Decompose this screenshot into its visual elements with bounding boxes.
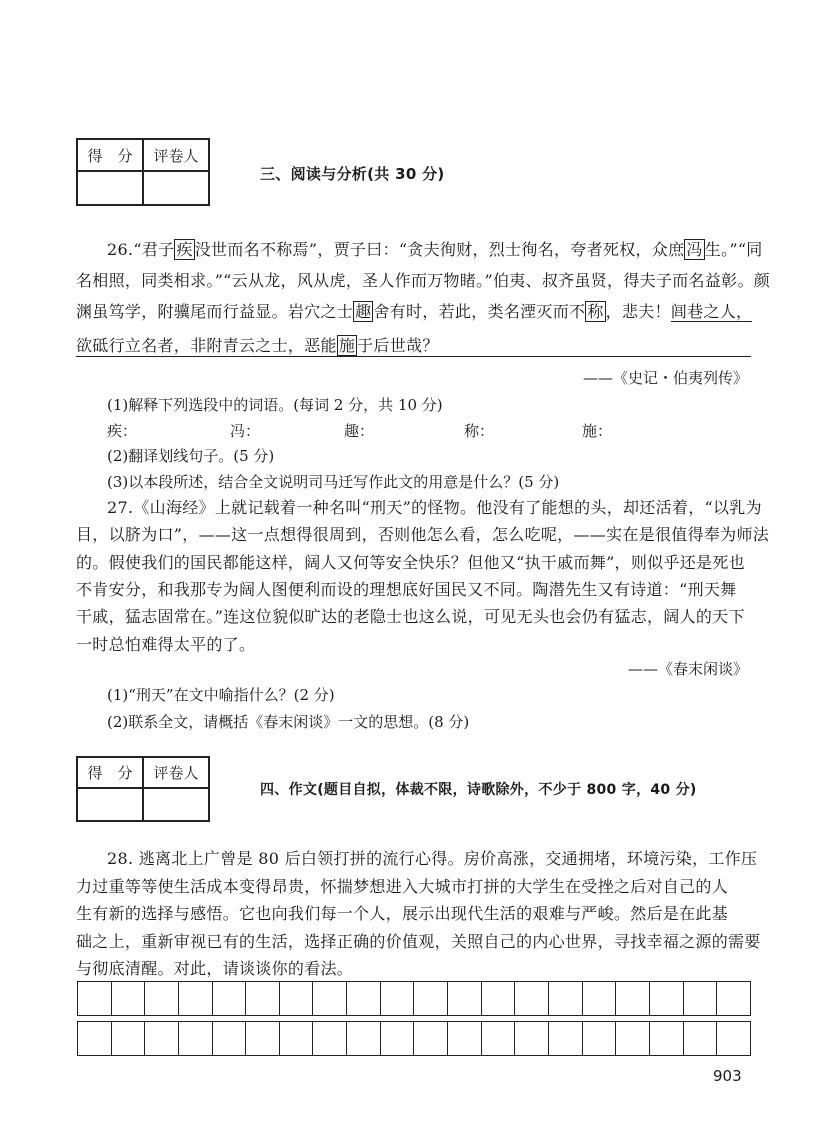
q26-sub2: (2)翻译划线句子。(5 分): [107, 447, 275, 465]
grid-cell[interactable]: [448, 982, 482, 1016]
grid-cell[interactable]: [515, 1022, 549, 1056]
q27-line-4: 不肯安分，和我那专为阔人图便利而设的理想底好国民又不同。陶潜先生又有诗道：“刑天舞: [76, 580, 737, 599]
grid-cell[interactable]: [683, 982, 717, 1016]
score-cell: [77, 788, 143, 821]
grid-cell[interactable]: [111, 1022, 145, 1056]
grid-cell[interactable]: [78, 1022, 112, 1056]
grid-cell[interactable]: [717, 982, 751, 1016]
grid-cell[interactable]: [212, 982, 246, 1016]
q26-line-2: 名相照，同类相求。”“云从龙，风从虎，圣人作而万物睹。”伯夷、叔齐虽贤，得夫子而名益彰。颜: [76, 271, 771, 290]
boxed-term-shi: 施: [338, 336, 356, 355]
grid-cell[interactable]: [313, 1022, 347, 1056]
grid-cell[interactable]: [111, 982, 145, 1016]
score-cell: [77, 171, 143, 205]
grid-cell[interactable]: [380, 1022, 414, 1056]
q26-line-1: [107, 240, 763, 260]
page-number: 903: [713, 1067, 742, 1085]
q27-line-5: 干戚，猛志固常在。”连这位貌似旷达的老隐士也这么说，可见无头也会仍有猛志，阔人的天下: [76, 607, 745, 626]
boxed-term-ping: 冯: [686, 240, 703, 259]
grid-cell[interactable]: [347, 1022, 381, 1056]
q26-term-shi: 施：: [582, 422, 613, 440]
grid-cell[interactable]: [414, 982, 448, 1016]
q26-term-cheng: 称：: [464, 422, 495, 440]
underlined-sentence: 闾巷之人，: [670, 302, 753, 321]
grid-cell[interactable]: [78, 982, 112, 1016]
grid-cell[interactable]: [515, 982, 549, 1016]
q26-text: 于后世哉？: [357, 336, 439, 355]
grid-cell[interactable]: [246, 1022, 280, 1056]
q26-term-ji: 疾：: [107, 422, 138, 440]
q26-sub1: (1)解释下列选段中的词语。(每词 2 分，共 10 分): [107, 396, 443, 414]
section3-heading: 三、阅读与分析(共 30 分): [260, 165, 445, 183]
q27-line-3: 的。假使我们的国民都能这样，阔人又何等安全快乐？但他又“执干戚而舞”，则似乎还是死也: [76, 553, 745, 572]
grid-cell[interactable]: [178, 982, 212, 1016]
grid-cell[interactable]: [548, 982, 582, 1016]
q26-text: 26.“君子: [107, 240, 175, 259]
q26-text: 渊虽笃学，附骥尾而行益显。岩穴之士: [76, 302, 354, 321]
score-header: 得 分: [77, 757, 143, 788]
grid-cell[interactable]: [481, 982, 515, 1016]
grid-cell[interactable]: [616, 982, 650, 1016]
q26-text: 舍有时，若此，类名湮灭而不: [373, 302, 586, 321]
grader-cell: [143, 788, 209, 821]
q27-sub2: (2)联系全文，请概括《春末闲谈》一文的思想。(8 分): [107, 713, 470, 731]
q28-line-2: 力过重等等使生活成本变得昂贵，怀揣梦想进入大城市打拼的大学生在受挫之后对自己的人: [76, 877, 729, 896]
q27-line-6: 一时总怕难得太平的了。: [76, 635, 256, 654]
grid-cell[interactable]: [380, 982, 414, 1016]
grid-cell[interactable]: [212, 1022, 246, 1056]
q28-line-3: 生有新的选择与感悟。它也向我们每一个人，展示出现代生活的艰难与严峻。然后是在此基: [76, 904, 729, 923]
q26-line-4: [76, 336, 751, 357]
grid-cell[interactable]: [145, 1022, 179, 1056]
grid-cell[interactable]: [246, 982, 280, 1016]
score-header: 得 分: [77, 139, 143, 171]
grid-cell[interactable]: [448, 1022, 482, 1056]
q26-text: 没世而名不称焉”，贾子曰：“贪夫徇财，烈士徇名，夸者死权，众庶: [194, 240, 685, 259]
writing-grid-row-2[interactable]: [77, 1021, 751, 1056]
q27-sub1: (1)“刑天”在文中喻指什么？(2 分): [107, 686, 335, 704]
grid-cell[interactable]: [649, 982, 683, 1016]
writing-grid-row-1[interactable]: [77, 981, 751, 1016]
q27-source: ——《春末闲谈》: [627, 660, 748, 678]
grader-header: 评卷人: [143, 139, 209, 171]
score-table-section3: [76, 138, 210, 206]
q26-text: ，悲夫！: [605, 302, 671, 321]
section4-heading: 四、作文(题目自拟，体裁不限，诗歌除外，不少于 800 字，40 分): [260, 782, 697, 798]
boxed-term-ji: 疾: [176, 240, 193, 259]
q26-source: ——《史记・伯夷列传》: [582, 369, 748, 387]
q26-sub3: (3)以本段所述，结合全文说明司马迁写作此文的用意是什么？(5 分): [107, 473, 560, 491]
q28-line-5: 与彻底清醒。对此，请谈谈你的看法。: [76, 959, 354, 978]
grid-cell[interactable]: [683, 1022, 717, 1056]
grader-header: 评卷人: [143, 757, 209, 788]
grid-cell[interactable]: [347, 982, 381, 1016]
q27-line-1: 27.《山海经》上就记载着一种名叫“刑天”的怪物。他没有了能想的头，却还活着，“以乳为: [107, 498, 762, 517]
boxed-term-qu: 趣: [355, 302, 372, 321]
grid-cell[interactable]: [582, 982, 616, 1016]
score-table-section4: [76, 756, 210, 822]
boxed-term-cheng: 称: [587, 302, 604, 321]
grid-cell[interactable]: [279, 982, 313, 1016]
grader-cell: [143, 171, 209, 205]
q26-text: 生。”“同: [704, 240, 763, 259]
grid-cell[interactable]: [481, 1022, 515, 1056]
q26-text: 欲砥行立名者，非附青云之士，恶能: [76, 336, 337, 355]
q28-line-4: 础之上，重新审视已有的生活，选择正确的价值观，关照自己的内心世界，寻找幸福之源的需要: [76, 932, 761, 951]
grid-cell[interactable]: [145, 982, 179, 1016]
q28-line-1: 28. 逃离北上广曾是 80 后白领打拼的流行心得。房价高涨，交通拥堵，环境污染，工作压: [107, 849, 758, 868]
grid-cell[interactable]: [313, 982, 347, 1016]
grid-cell[interactable]: [548, 1022, 582, 1056]
grid-cell[interactable]: [616, 1022, 650, 1056]
grid-cell[interactable]: [414, 1022, 448, 1056]
q27-line-2: 目，以脐为口”，——这一点想得很周到，否则他怎么看，怎么吃呢，——实在是很值得奉为师法: [76, 525, 770, 544]
q26-line-3: [76, 302, 752, 322]
grid-cell[interactable]: [717, 1022, 751, 1056]
grid-cell[interactable]: [178, 1022, 212, 1056]
grid-cell[interactable]: [582, 1022, 616, 1056]
grid-cell[interactable]: [649, 1022, 683, 1056]
q26-term-qu: 趣：: [344, 422, 375, 440]
q26-term-ping: 冯：: [230, 422, 261, 440]
grid-cell[interactable]: [279, 1022, 313, 1056]
